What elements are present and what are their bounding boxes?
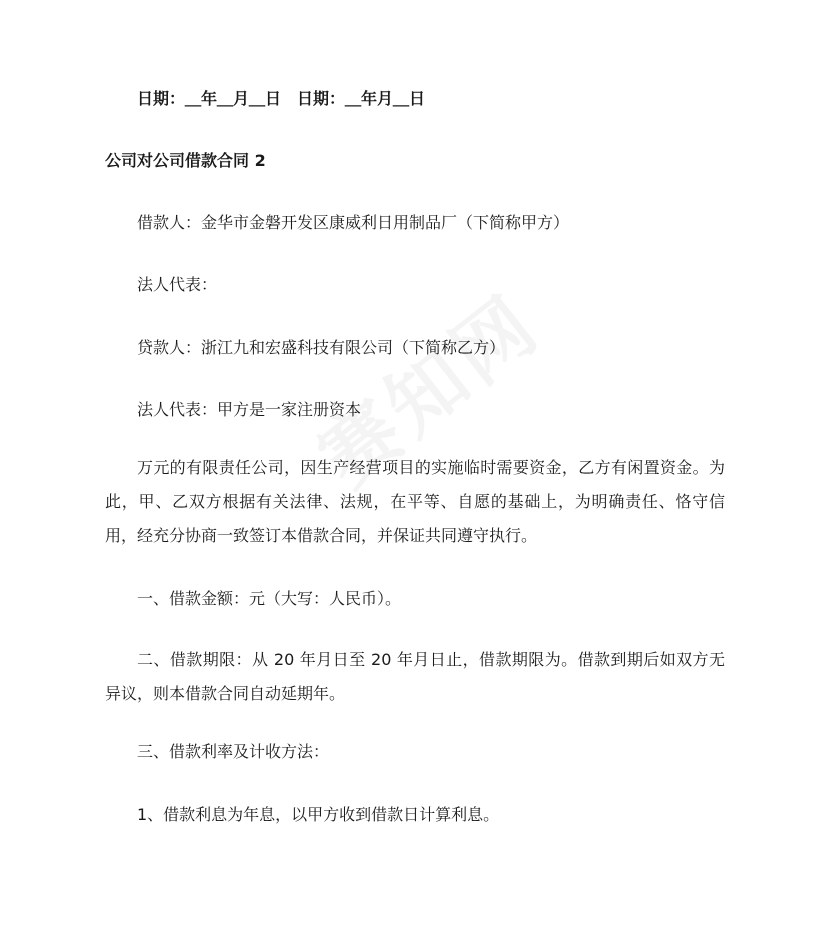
clause-interest-heading: 三、借款利率及计收方法： xyxy=(137,742,330,761)
intro-paragraph: 万元的有限责任公司，因生产经营项目的实施临时需要资金，乙方有闲置资金。为此，甲、乙双方根据有关法律、法规，在平等、自愿的基础上，为明确责任、恪守信用，经充分协商一致签订本借款合同，并保证共同遵守执行。 xyxy=(105,458,725,545)
legal-representative-line-1: 法人代表： xyxy=(137,275,218,294)
borrower-line: 借款人：金华市金磐开发区康威利日用制品厂（下简称甲方） xyxy=(137,213,570,232)
clause-loan-term: 二、借款期限：从 20 年月日至 20 年月日止，借款期限为。借款到期后如双方无异议，则本借款合同自动延期年。 xyxy=(105,650,725,703)
lender-line: 贷款人：浙江九和宏盛科技有限公司（下简称乙方） xyxy=(137,338,506,357)
date-line: 日期：＿年＿月＿日 日期：＿年月＿日 xyxy=(137,89,426,108)
legal-representative-line-2: 法人代表：甲方是一家注册资本 xyxy=(137,400,362,419)
section-heading: 公司对公司借款合同 2 xyxy=(105,151,266,170)
clause-loan-amount: 一、借款金额：元（大写：人民币）。 xyxy=(137,589,402,608)
clause-interest-item-1: 1、借款利息为年息，以甲方收到借款日计算利息。 xyxy=(137,805,500,824)
